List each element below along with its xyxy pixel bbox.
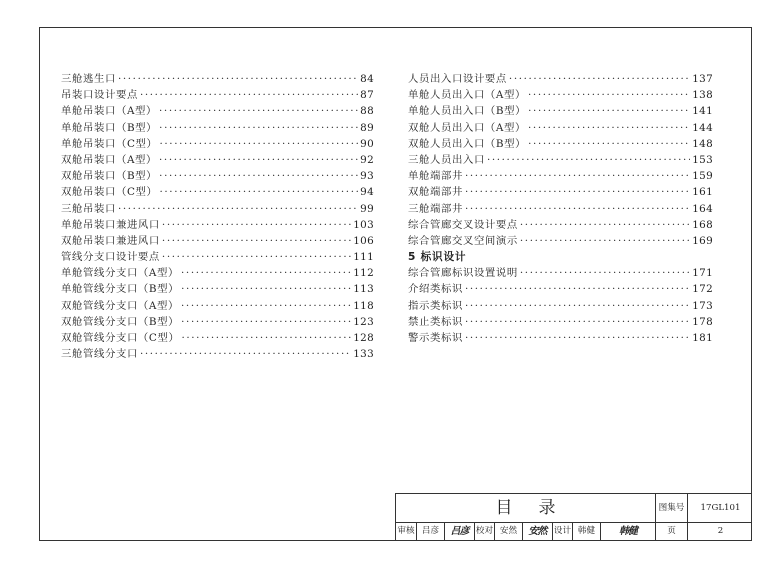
toc-entry-title: 三舱管线分支口 [61,348,138,361]
toc-entry [408,314,713,330]
toc-entry [408,168,713,184]
designer-signature: 韩健 [600,522,655,541]
toc-entry-title: 单舱管线分支口（B型） [61,283,180,296]
toc-entry-page: 99 [360,202,374,215]
toc-entry [61,168,374,184]
toc-entry-page: 112 [353,267,374,280]
toc-entry-page: 106 [353,234,374,247]
toc-entry-page: 84 [360,73,374,85]
toc-entry-page: 169 [692,234,713,247]
toc-entry-page: 90 [360,137,374,150]
toc-entry-title: 双舱吊装口（C型） [61,186,158,199]
toc-entry [61,87,374,103]
toc-dot-leader [520,265,690,281]
toc-entry-page: 159 [692,170,713,183]
toc-entry-title: 三舱人员出入口 [408,153,485,166]
toc-entry [408,184,713,200]
toc-entry-page: 144 [692,121,713,134]
check-label: 校对 [474,522,494,541]
toc-entry [408,265,713,281]
toc-entry [61,103,374,119]
toc-dot-leader [465,281,690,297]
toc-entry-page: 164 [692,202,713,215]
toc-entry-title: 单舱吊装口兼进风口 [61,218,160,231]
toc-entry [61,184,374,200]
title-block-signature-row [396,522,752,541]
toc-entry [408,103,713,119]
page-number: 2 [687,522,753,541]
toc-entry-title: 三舱吊装口 [61,202,116,215]
toc-entry-title: 警示类标识 [408,332,463,344]
toc-entry [61,281,374,297]
toc-entry-page: 94 [360,186,374,199]
toc-entry-title: 双舱人员出入口（B型） [408,137,527,150]
toc-entry-title: 双舱人员出入口（A型） [408,121,527,134]
toc-entry [408,298,713,314]
toc-entry [61,233,374,249]
toc-entry [61,265,374,281]
toc-dot-leader [509,71,690,87]
toc-entry-page: 173 [692,299,713,312]
page-label: 页 [655,522,687,541]
toc-dot-leader [487,152,690,168]
toc-dot-leader [465,201,690,217]
toc-dot-leader [118,71,358,87]
toc-entry [61,152,374,168]
toc-dot-leader [140,346,351,362]
section-heading: 5 标识设计 [408,251,467,264]
toc-entry-page: 88 [360,105,374,118]
toc-entry-title: 单舱吊装口（A型） [61,105,158,118]
toc-entry-title: 人员出入口设计要点 [408,73,507,85]
toc-dot-leader [162,217,351,233]
toc-entry-page: 87 [360,89,374,102]
design-label: 设计 [552,522,572,541]
toc-dot-leader [159,152,358,168]
toc-entry [61,330,374,346]
toc-entry-page: 171 [692,267,713,280]
toc-entry [61,217,374,233]
toc-entry-title: 双舱吊装口兼进风口 [61,234,160,247]
toc-entry-page: 133 [353,348,374,361]
toc-entry-page: 168 [692,218,713,231]
toc-dot-leader [162,249,351,265]
toc-entry-title: 双舱管线分支口（C型） [61,332,180,344]
toc-dot-leader [528,120,690,136]
toc-entry-page: 148 [692,137,713,150]
title-block-top-row [396,494,752,523]
toc-dot-leader [465,298,690,314]
toc-entry-page: 172 [692,283,713,296]
toc-dot-leader [528,87,690,103]
checker-name: 安然 [494,522,522,541]
toc-entry-page: 138 [692,89,713,102]
toc-dot-leader [465,314,690,330]
toc-right-column [408,71,713,346]
toc-entry-page: 123 [353,315,374,328]
toc-entry-title: 介绍类标识 [408,283,463,296]
toc-dot-leader [159,103,358,119]
toc-dot-leader [465,330,690,346]
toc-entry [61,136,374,152]
drawing-title: 目录 [495,498,582,518]
toc-dot-leader [181,281,351,297]
toc-entry [408,136,713,152]
toc-entry-title: 综合管廊交叉设计要点 [408,218,518,231]
toc-entry-page: 92 [360,153,374,166]
toc-dot-leader [181,265,351,281]
toc-entry-page: 128 [353,332,374,344]
toc-left-column [61,71,374,362]
toc-entry [61,120,374,136]
toc-entry-title: 禁止类标识 [408,315,463,328]
toc-entry-page: 89 [360,121,374,134]
toc-entry [408,71,713,87]
toc-entry [408,201,713,217]
toc-entry [61,346,374,362]
toc-dot-leader [465,168,690,184]
review-label: 审核 [397,526,415,536]
toc-entry-page: 161 [692,186,713,199]
toc-entry-page: 181 [692,332,713,344]
designer-name: 韩健 [572,522,600,541]
toc-entry [408,330,713,346]
toc-entry-page: 118 [353,299,374,312]
toc-dot-leader [159,120,358,136]
toc-entry-title: 吊装口设计要点 [61,89,138,102]
toc-entry [408,217,713,233]
toc-entry-title: 单舱人员出入口（B型） [408,105,527,118]
toc-entry-page: 178 [692,315,713,328]
toc-dot-leader [159,184,358,200]
toc-dot-leader [118,201,358,217]
toc-entry-title: 三舱逃生口 [61,73,116,85]
reviewer-name: 吕彦 [416,522,444,541]
toc-entry-title: 双舱管线分支口（A型） [61,299,180,312]
toc-dot-leader [528,136,690,152]
toc-dot-leader [520,233,690,249]
toc-dot-leader [520,217,690,233]
toc-dot-leader [181,330,351,346]
toc-entry-page: 103 [353,218,374,231]
toc-entry [408,152,713,168]
toc-entry-title: 指示类标识 [408,299,463,312]
toc-entry-title: 管线分支口设计要点 [61,251,160,264]
toc-entry-title: 单舱人员出入口（A型） [408,89,527,102]
toc-entry-page: 111 [353,251,374,264]
atlas-number-label: 图集号 [655,494,687,522]
toc-entry-page: 93 [360,170,374,183]
toc-dot-leader [465,184,690,200]
toc-entry [61,298,374,314]
toc-entry [408,233,713,249]
toc-entry [61,71,374,87]
toc-entry-title: 综合管廊交叉空间演示 [408,234,518,247]
toc-entry-title: 双舱端部井 [408,186,463,199]
toc-entry-title: 双舱吊装口（A型） [61,153,158,166]
toc-dot-leader [181,298,351,314]
toc-entry-page: 153 [692,153,713,166]
toc-entry-title: 综合管廊标识设置说明 [408,267,518,280]
toc-dot-leader [159,168,358,184]
toc-entry [408,120,713,136]
reviewer-signature: 吕彦 [444,522,474,541]
toc-entry [61,314,374,330]
toc-entry [408,87,713,103]
toc-entry [408,281,713,297]
toc-entry-title: 单舱吊装口（C型） [61,137,158,150]
toc-entry-page: 137 [692,73,713,85]
checker-signature: 安然 [522,522,552,541]
toc-dot-leader [528,103,690,119]
toc-entry-page: 113 [353,283,374,296]
toc-entry-title: 单舱吊装口（B型） [61,121,158,134]
toc-dot-leader [162,233,351,249]
toc-dot-leader [181,314,351,330]
toc-entry-title: 单舱端部井 [408,170,463,183]
atlas-number: 17GL101 [687,494,753,522]
toc-entry-title: 单舱管线分支口（A型） [61,267,180,280]
toc-entry [61,201,374,217]
toc-dot-leader [159,136,358,152]
toc-entry-title: 双舱管线分支口（B型） [61,315,180,328]
toc-entry-title: 三舱端部井 [408,202,463,215]
toc-entry [61,249,374,265]
toc-entry-page: 141 [692,105,713,118]
toc-entry-title: 双舱吊装口（B型） [61,170,158,183]
title-block [395,493,752,541]
toc-dot-leader [140,87,358,103]
